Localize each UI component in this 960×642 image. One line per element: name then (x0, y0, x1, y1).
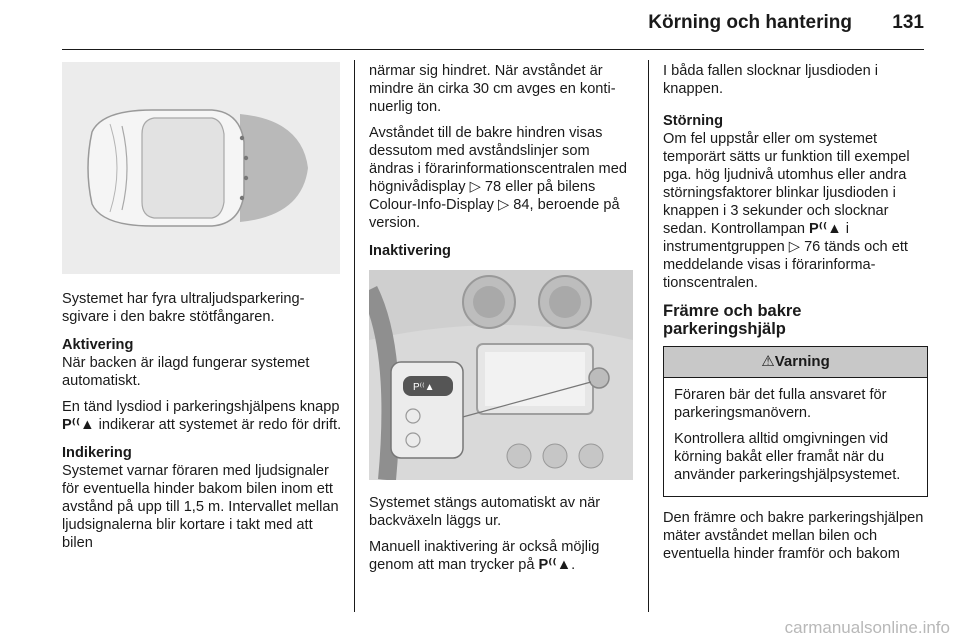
park-assist-icon: P⁽⁽▲ (809, 221, 842, 237)
watermark: carmanualsonline.info (784, 618, 950, 637)
deactivation-heading: Inaktivering (369, 243, 451, 259)
activation-heading: Aktivering (62, 337, 134, 353)
warning-title: Varning (774, 353, 830, 370)
continue-text: närmar sig hindret. När avståndet är mindre än cirka 30 cm avges en kontinuerlig ton. (369, 63, 616, 115)
column-divider-1 (354, 60, 355, 612)
page-title: Körning och hantering (648, 12, 852, 33)
dashboard-icon (369, 270, 633, 480)
car-top-view-icon (62, 62, 340, 274)
warning-triangle-icon: ⚠ (761, 353, 775, 370)
page-ref-arrow-icon: ▷ (497, 197, 510, 213)
park-assist-icon: P⁽⁽▲ (538, 557, 572, 573)
manual-off-text (369, 538, 634, 574)
warning-text-1: Föraren bär det fulla ansvaret för parkeringsmanövern. (674, 387, 887, 421)
dashboard-button-illustration (369, 270, 633, 480)
warning-header (664, 347, 927, 378)
auto-off-text: Systemet stängs automatiskt av när backväxeln läggs ur. (369, 495, 601, 529)
led-text-b: indikerar att systemet är redo för drift. (98, 417, 342, 433)
fault-heading: Störning (663, 113, 723, 129)
section-title: Främre och bakre parkeringshjälp (663, 302, 802, 338)
column-1 (62, 62, 342, 560)
car-sensor-illustration (62, 62, 340, 274)
warning-body (664, 378, 927, 496)
fault-text-c: tänds och ett meddelande visas i förarinformationscentralen. (663, 239, 908, 291)
column-divider-2 (648, 60, 649, 612)
header-rule (62, 49, 924, 50)
fault-text (663, 130, 928, 292)
column-2 (369, 62, 634, 582)
both-cases-text: I båda fallen slocknar ljusdioden i knappen. (663, 63, 878, 97)
page-ref-3: 76 (804, 239, 821, 255)
fault-text-b: i instrumentgruppen (663, 221, 849, 255)
page-ref-2: 84 (513, 197, 530, 213)
closing-text: Den främre och bakre parkeringshjälpen mäter avståndet mellan bilen och eventuella hinder framför och bakom (663, 510, 924, 562)
fault-text-a: Om fel uppstår eller om systemet temporärt sätts ur funktion till exempel pga. hög ljudnivå utomhus eller andra störningsfaktorer blinkar ljusdioden i knappen i 3 sekunder och slocknar sedan. Kontrollampan (663, 131, 910, 237)
column-3 (663, 62, 928, 571)
page-ref-arrow-icon: ▷ (788, 239, 800, 255)
led-text (62, 398, 342, 434)
manual-text-b: . (571, 557, 576, 573)
distance-text-a: Avståndet till de bakre hindren visas dessutom med avståndslinjer som ändras i förarinformationscentralen med högnivådisplay (369, 125, 627, 195)
distance-text (369, 124, 634, 232)
distance-text-c: , beroende på version. (369, 197, 620, 231)
activation-text: När backen är ilagd fungerar systemet automatiskt. (62, 355, 310, 389)
indication-heading: Indikering (62, 445, 132, 461)
page-ref-1: 78 (484, 179, 502, 195)
led-text-a: En tänd lysdiod i parkeringshjälpens knapp (62, 399, 340, 415)
manual-text-a: Manuell inaktivering är också möjlig genom att man trycker på (369, 539, 600, 573)
park-assist-icon: P⁽⁽▲ (62, 417, 95, 433)
distance-text-b: eller på bilens Colour-Info-Display (369, 179, 596, 213)
warning-text-2: Kontrollera alltid omgivningen vid körning bakåt eller framåt när du använder parkeringshjälpsystemet. (674, 431, 901, 483)
page-ref-arrow-icon: ▷ (469, 179, 481, 195)
page-number: 131 (892, 12, 924, 33)
svg-text:P⁽⁽▲: P⁽⁽▲ (413, 382, 435, 393)
indication-text: Systemet varnar föraren med ljudsignaler för eventuella hinder bakom bilen inom ett avstånd på upp till 1,5 m. Intervallet mellan ljudsignalerna blir kortare i takt med att bilen (62, 463, 339, 551)
warning-box (663, 346, 928, 497)
intro-text: Systemet har fyra ultraljudsparkeringsgivare i den bakre stötfångaren. (62, 291, 305, 325)
